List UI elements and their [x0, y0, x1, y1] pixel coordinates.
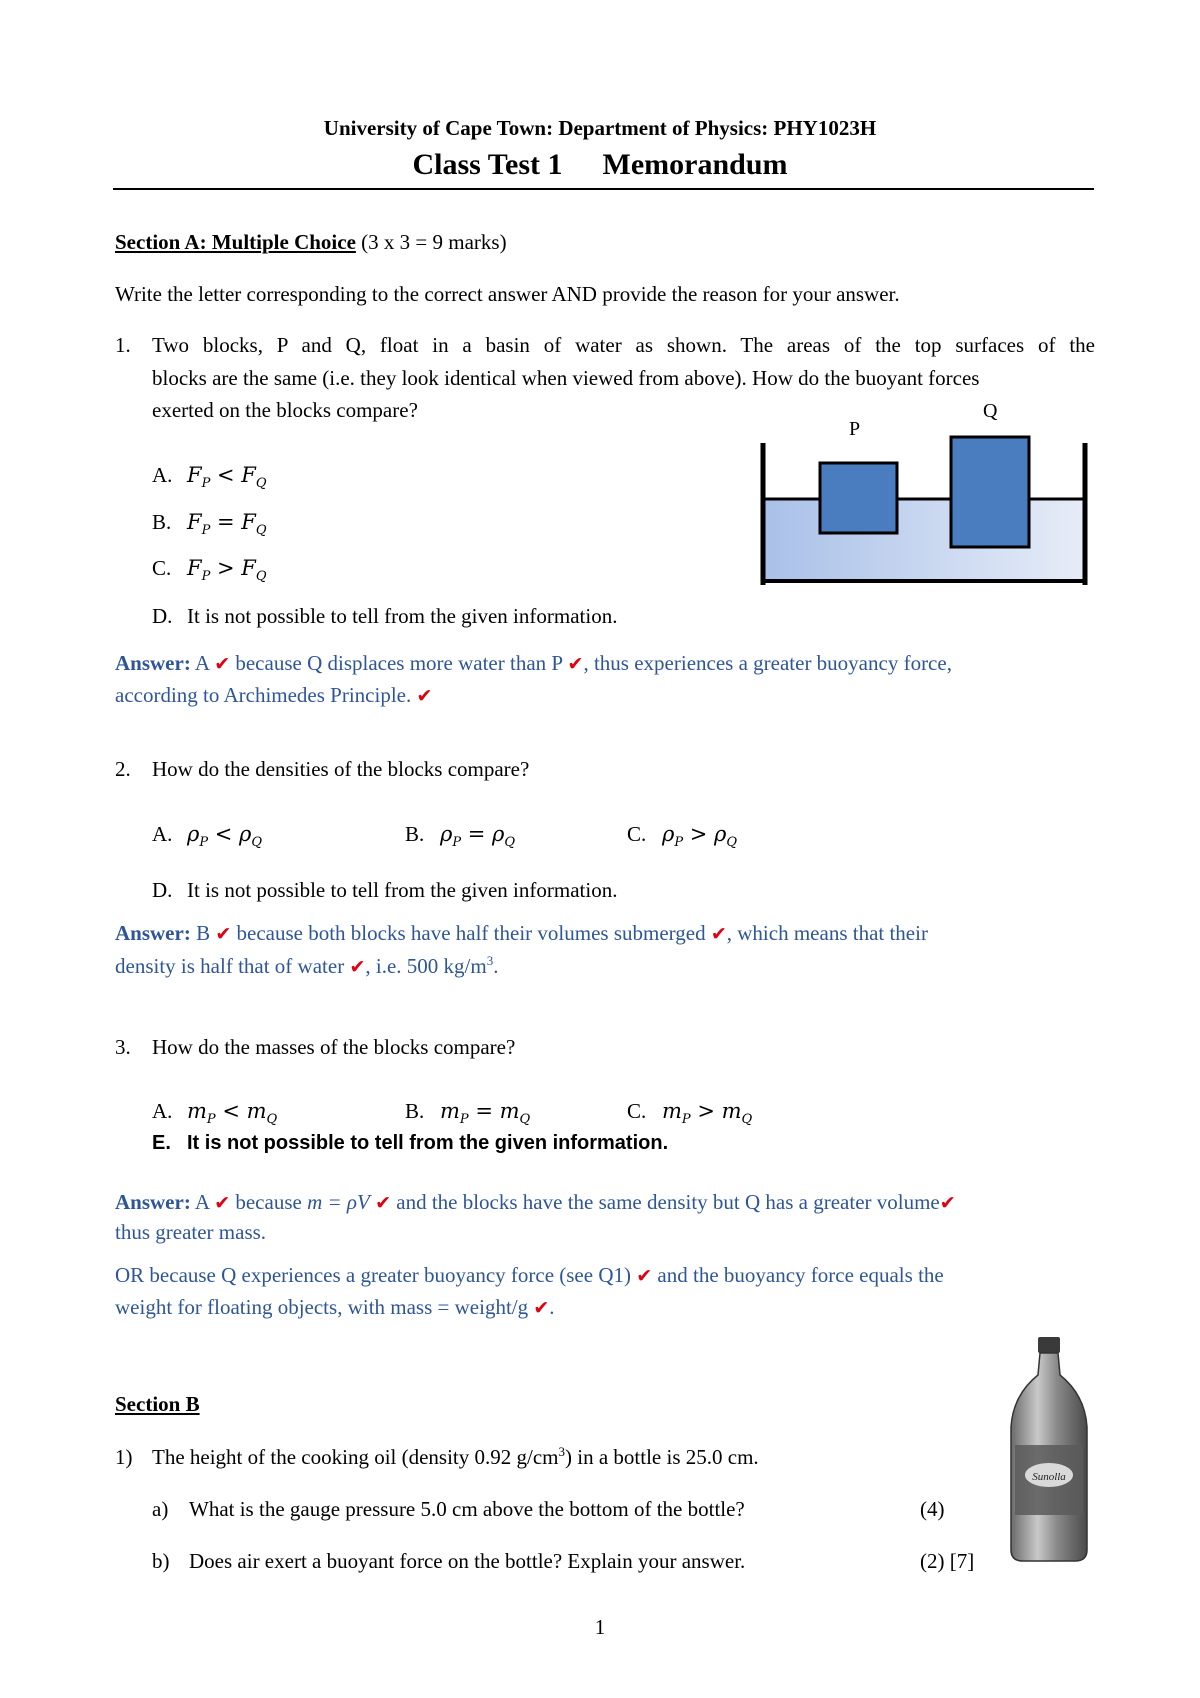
q2-option-d: D. It is not possible to tell from the given information. — [152, 878, 618, 902]
q3-option-b: B. $m_P = m_Q$ — [405, 1099, 531, 1128]
q3-option-c: C. $m_P > m_Q$ — [627, 1099, 753, 1128]
q3-or-line1: OR because Q experiences a greater buoyancy force (see Q1) ✔ and the buoyancy force equals the — [115, 1263, 944, 1287]
section-b-q1a: a) What is the gauge pressure 5.0 cm above the bottom of the bottle? — [152, 1497, 745, 1521]
q1-option-d: D. It is not possible to tell from the given information. — [152, 604, 618, 628]
q2-text: How do the densities of the blocks compare? — [152, 757, 530, 781]
tick-icon: ✔ — [215, 923, 232, 945]
q3-number: 3. — [115, 1035, 131, 1059]
title-right: Memorandum — [602, 148, 788, 181]
page-title — [0, 148, 1200, 182]
tick-icon: ✔ — [416, 685, 433, 707]
course-header: University of Cape Town: Department of Physics: PHY1023H — [323, 116, 877, 140]
q1-answer-line1: Answer: A ✔ because Q displaces more water than P ✔, thus experiences a greater buoyancy force, — [115, 651, 952, 675]
section-b-q1a-marks: (4) — [920, 1497, 945, 1521]
q1-answer-line2: according to Archimedes Principle. ✔ — [115, 683, 433, 707]
q2-option-a: A. $\rho_P < \rho_Q$ — [152, 822, 263, 851]
bottle-brand-text: Sunolla — [1032, 1471, 1066, 1483]
q1-option-c: C. $F_P > F_Q$ — [152, 556, 267, 585]
section-b-q1b-marks: (2) [7] — [920, 1549, 975, 1573]
label-p: P — [849, 418, 861, 440]
page-number: 1 — [594, 1615, 606, 1639]
q1-number: 1. — [115, 333, 131, 357]
tick-icon: ✔ — [567, 653, 584, 675]
tick-icon: ✔ — [214, 1192, 231, 1214]
section-b-title: Section B — [115, 1392, 200, 1416]
header-rule — [113, 188, 1094, 190]
bottle-cap — [1038, 1337, 1060, 1353]
section-a-marks: (3 x 3 = 9 marks) — [355, 230, 507, 254]
q3-text: How do the masses of the blocks compare? — [152, 1035, 516, 1059]
q1-option-a: A. $F_P < F_Q$ — [152, 463, 267, 492]
q2-option-c: C. $\rho_P > \rho_Q$ — [627, 822, 738, 851]
q2-option-b: B. $\rho_P = \rho_Q$ — [405, 822, 516, 851]
q3-option-a: A. $m_P < m_Q$ — [152, 1099, 278, 1128]
section-a-heading — [115, 230, 507, 255]
q1-text-line2: blocks are the same (i.e. they look identical when viewed from above). How do the buoyant forces — [152, 366, 980, 390]
tick-icon: ✔ — [349, 956, 366, 978]
block-q — [951, 437, 1029, 547]
block-p — [820, 463, 897, 533]
section-a-title: Section A: Multiple Choice — [115, 230, 356, 254]
q3-answer-line1: Answer: A ✔ because m = ρV ✔ and the blocks have the same density but Q has a greater volume✔ — [115, 1190, 956, 1214]
tick-icon: ✔ — [939, 1192, 956, 1214]
q2-number: 2. — [115, 757, 131, 781]
tick-icon: ✔ — [710, 923, 727, 945]
q3-or-line2: weight for floating objects, with mass = weight/g ✔. — [115, 1295, 555, 1319]
label-q: Q — [983, 400, 998, 422]
q1-text-line1: Two blocks, P and Q, float in a basin of water as shown. The areas of the top surfaces of the — [152, 333, 1095, 357]
q3-answer-line2: thus greater mass. — [115, 1220, 267, 1244]
section-a-instruction: Write the letter corresponding to the correct answer AND provide the reason for your answer. — [115, 282, 900, 306]
water — [763, 499, 1087, 581]
title-left: Class Test 1 — [412, 148, 563, 181]
section-b-q1b: b) Does air exert a buoyant force on the bottle? Explain your answer. — [152, 1549, 746, 1573]
q3-option-e: E. It is not possible to tell from the given information. — [152, 1132, 669, 1154]
q2-answer-line2: density is half that of water ✔, i.e. 500 $kg/m^3$. — [115, 953, 499, 978]
q1-text-line3: exerted on the blocks compare? — [152, 398, 418, 422]
q2-answer-line1: Answer: B ✔ because both blocks have half their volumes submerged ✔, which means that their — [115, 921, 928, 945]
q1-option-b: B. $F_P = F_Q$ — [152, 510, 267, 539]
tick-icon: ✔ — [375, 1192, 391, 1214]
section-b-q1: 1) The height of the cooking oil (density 0.92 $g/cm^3$) in a bottle is 25.0 cm. — [115, 1444, 759, 1469]
tick-icon: ✔ — [533, 1297, 550, 1319]
tick-icon: ✔ — [636, 1265, 653, 1287]
oil-bottle-image — [1005, 1335, 1093, 1565]
floating-blocks-figure — [755, 395, 1095, 595]
tick-icon: ✔ — [214, 653, 231, 675]
